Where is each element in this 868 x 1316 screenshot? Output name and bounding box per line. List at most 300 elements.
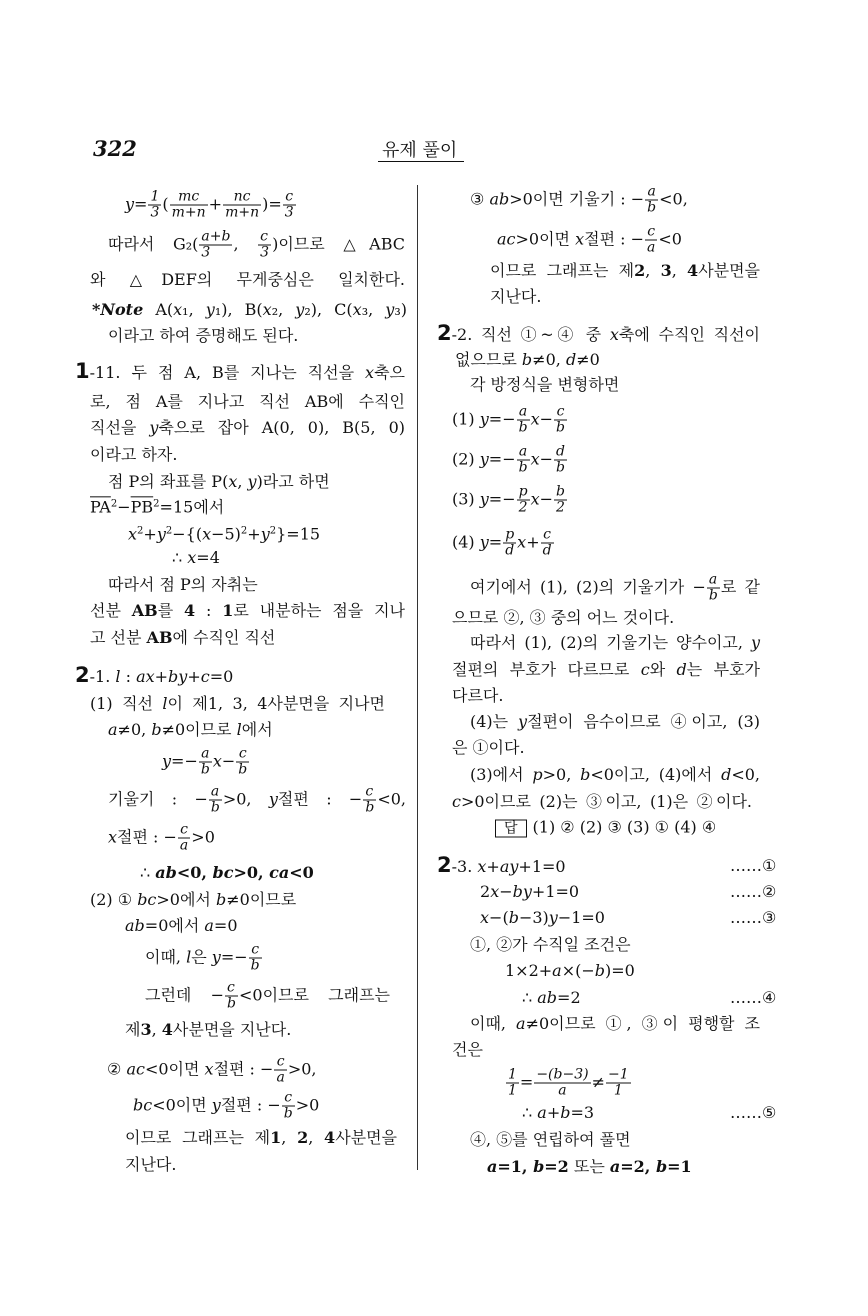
- text-run: 이때,: [470, 1014, 517, 1033]
- denominator: 3: [150, 204, 160, 221]
- math-variable: b: [580, 765, 591, 784]
- numerator: nc: [223, 190, 261, 206]
- column-divider: [417, 185, 418, 1170]
- fraction: [282, 1091, 295, 1122]
- bold-text: AB: [131, 601, 158, 620]
- fraction: [148, 190, 161, 221]
- text-run: 에서: [241, 720, 273, 739]
- math-variable: x: [202, 524, 212, 544]
- math-variable: b: [151, 720, 162, 739]
- bold-text: 4: [184, 601, 196, 620]
- denominator: 1: [613, 1082, 623, 1099]
- text-run: (1) ② (2) ③ (3) ① (4) ④: [532, 817, 717, 837]
- superscript: 2: [269, 525, 277, 537]
- text-run: (4): [452, 532, 480, 552]
- left-column-line: [90, 628, 275, 648]
- text-run: (3)에서: [470, 765, 533, 784]
- text-run: ∴: [140, 863, 156, 882]
- fraction: [503, 528, 516, 559]
- bold-text: 2: [634, 261, 646, 280]
- right-column-line: [470, 712, 760, 732]
- right-column-line: [452, 1040, 483, 1060]
- text-run: ,: [671, 261, 688, 280]
- math-variable: y: [479, 409, 489, 429]
- text-run: )이므로 △ABC: [272, 234, 405, 254]
- numerator: p: [518, 483, 528, 500]
- math-variable: x: [530, 449, 540, 469]
- math-variable: y: [211, 1095, 221, 1115]
- text-run: −(: [489, 908, 509, 927]
- text-run: +: [486, 857, 500, 876]
- denominator: 2: [518, 499, 528, 516]
- math-variable: a: [552, 961, 562, 980]
- text-run: ,: [237, 472, 248, 491]
- text-run: 사분면을 지난다.: [172, 1020, 292, 1039]
- right-column-line: [470, 573, 760, 604]
- text-run: 축으로 잡아 A(0, 0), B(5, 0): [158, 418, 405, 437]
- text-run: 없으므로: [455, 350, 522, 369]
- text-run: ∴: [172, 548, 188, 567]
- fraction: [199, 747, 212, 778]
- math-variable: y: [162, 751, 172, 771]
- text-run: <0,: [377, 789, 406, 809]
- text-run: >0,: [287, 1059, 317, 1079]
- text-run: 따라서 (1), (2)의 기울기는 양수이고,: [470, 633, 751, 652]
- numerator: 1: [150, 188, 160, 205]
- left-column-line: [108, 785, 406, 816]
- text-run: 1×2+: [505, 961, 553, 980]
- numerator: a: [517, 405, 530, 421]
- right-column-line: [470, 935, 631, 955]
- math-variable: x: [365, 363, 375, 382]
- text-run: 각 방정식을 변형하면: [470, 375, 620, 394]
- math-variable: x: [108, 827, 118, 847]
- math-variable: ab: [537, 988, 558, 1007]
- math-variable: x: [530, 409, 540, 429]
- numerator: c: [274, 1055, 286, 1071]
- left-column-line: [145, 981, 390, 1012]
- denominator: b: [210, 799, 220, 816]
- denominator: b: [283, 1105, 293, 1122]
- text-run: :: [120, 667, 137, 686]
- denominator: a: [558, 1082, 567, 1099]
- bold-italic-text: ab: [155, 863, 177, 882]
- fraction: [645, 185, 658, 216]
- fraction: [554, 405, 567, 436]
- left-column-line: [172, 548, 220, 568]
- fraction: [363, 785, 376, 816]
- fraction: [606, 1068, 631, 1099]
- numerator: b: [556, 483, 565, 500]
- bold-text: AB: [146, 628, 173, 647]
- math-variable: x: [262, 300, 272, 319]
- denominator: b: [250, 957, 260, 974]
- fraction: [517, 485, 530, 516]
- math-variable: c: [452, 792, 461, 811]
- left-column-line: [140, 863, 314, 883]
- text-run: }=15: [276, 524, 321, 544]
- equation-tag: ……⑤: [730, 1103, 777, 1122]
- math-variable: y: [295, 300, 305, 319]
- left-column-line: [90, 890, 296, 910]
- denominator: a: [276, 1069, 285, 1086]
- math-variable: ac: [497, 229, 516, 249]
- left-column-line: [162, 747, 250, 778]
- text-run: 지난다.: [490, 287, 542, 306]
- denominator: m+n: [171, 204, 206, 221]
- numerator: c: [541, 528, 554, 544]
- text-run: −5): [211, 524, 241, 544]
- numerator: p: [505, 526, 515, 543]
- denominator: b: [365, 799, 375, 816]
- numerator: c: [282, 1091, 295, 1107]
- math-variable: ay: [499, 857, 519, 876]
- text-run: ×(−: [561, 961, 595, 980]
- left-column-line: [90, 418, 405, 438]
- problem-number: 2: [437, 321, 452, 345]
- text-run: =−: [488, 489, 516, 509]
- right-column-line: [480, 908, 605, 928]
- numerator: a: [209, 785, 222, 801]
- math-variable: b: [508, 908, 519, 927]
- bold-text: <0: [289, 863, 314, 882]
- math-variable: x: [530, 489, 540, 509]
- right-column-line: [452, 792, 752, 812]
- math-variable: y: [479, 489, 489, 509]
- text-run: +: [247, 524, 261, 544]
- text-run: 이므로 그래프는 제: [490, 261, 635, 280]
- right-column-line: [452, 608, 674, 628]
- text-run: )라고 하면: [256, 472, 330, 491]
- right-column-line: [470, 185, 688, 216]
- text-run: 따라서 G₂(: [108, 234, 199, 254]
- fraction: [534, 1068, 590, 1099]
- bold-text: =1: [667, 1157, 692, 1176]
- math-variable: y: [211, 947, 221, 967]
- text-run: (3): [452, 489, 480, 509]
- right-column-line: [452, 738, 525, 758]
- text-run: A(: [143, 300, 174, 319]
- right-column-line: [470, 375, 619, 395]
- math-variable: y: [247, 472, 257, 491]
- denominator: a: [647, 239, 656, 256]
- text-run: 축에 수직인 직선이: [618, 325, 760, 344]
- math-variable: y: [385, 300, 395, 319]
- fraction: [236, 747, 249, 778]
- fraction: [517, 405, 530, 436]
- text-run: ₁), B(: [214, 300, 263, 319]
- text-run: ,: [233, 234, 258, 254]
- left-column-line: [108, 575, 258, 595]
- text-run: =: [488, 532, 503, 552]
- math-variable: l: [162, 694, 168, 713]
- text-run: -11. 두 점 A, B를 지나는 직선을: [89, 363, 366, 382]
- fraction: [223, 190, 261, 221]
- text-run: 이라고 하여 증명해도 된다.: [108, 326, 299, 345]
- left-column-line: [133, 1091, 319, 1122]
- text-run: +: [154, 667, 169, 686]
- text-run: (1) 직선: [90, 694, 163, 713]
- title-underline: [378, 161, 464, 162]
- text-run: <0이면: [152, 1095, 212, 1115]
- answer-badge: 답: [495, 820, 527, 838]
- text-run: 그런데 −: [145, 985, 225, 1005]
- left-column-line: [125, 1020, 291, 1040]
- superscript: 2: [240, 525, 248, 537]
- math-variable: y: [479, 532, 489, 552]
- text-run: 는 부호가: [686, 660, 760, 679]
- text-run: ∴: [522, 1103, 538, 1122]
- numerator: a: [199, 747, 212, 763]
- superscript: 2: [165, 525, 173, 537]
- bold-text: 4: [161, 1020, 173, 1039]
- denominator: d: [542, 542, 552, 559]
- text-run: =15에서: [159, 497, 225, 517]
- math-variable: x: [187, 548, 197, 567]
- right-column-line: [505, 1068, 632, 1099]
- math-variable: y: [205, 300, 215, 319]
- text-run: <0이면: [144, 1059, 205, 1079]
- numerator: a: [707, 573, 720, 589]
- superscript: 2: [110, 498, 118, 510]
- math-variable: d: [565, 350, 577, 369]
- text-run: ≠0,: [117, 720, 152, 739]
- numerator: 1: [508, 1066, 517, 1083]
- math-variable: y: [479, 449, 489, 469]
- page-title: 유제 풀이: [382, 140, 458, 161]
- text-run: 건은: [452, 1040, 483, 1059]
- right-column-line: [522, 988, 581, 1008]
- fraction: [506, 1068, 519, 1099]
- fraction: [249, 943, 262, 974]
- text-run: +1=0: [531, 882, 580, 901]
- math-variable: ac: [126, 1059, 145, 1079]
- right-column-line: [490, 287, 541, 307]
- text-run: ≠0이므로: [161, 720, 237, 739]
- text-run: 또는: [568, 1157, 610, 1176]
- left-column-line: [90, 694, 385, 714]
- numerator: a: [645, 185, 658, 201]
- bold-text: 3: [140, 1020, 152, 1039]
- numerator: c: [249, 943, 262, 959]
- text-run: (2) ①: [90, 890, 138, 909]
- right-column-line: [437, 323, 760, 345]
- page-number: 322: [93, 136, 137, 161]
- left-column-line: [90, 392, 405, 412]
- left-column-line: [145, 943, 263, 974]
- numerator: mc: [170, 190, 208, 206]
- equation-tag: ……③: [730, 908, 777, 927]
- text-run: −: [221, 751, 236, 771]
- text-run: 다르다.: [452, 686, 504, 705]
- denominator: b: [227, 995, 236, 1012]
- text-run: 절편 : −: [584, 229, 645, 249]
- right-column-line: [437, 855, 566, 877]
- bold-italic-text: a: [609, 1157, 621, 1176]
- text-run: ₁,: [182, 300, 206, 319]
- denominator: 3: [201, 244, 211, 261]
- bold-text: <0,: [176, 863, 213, 882]
- math-variable: x: [228, 472, 238, 491]
- text-run: ₃): [394, 300, 407, 319]
- numerator: c: [236, 747, 249, 763]
- text-run: ≠0이므로: [226, 890, 297, 909]
- equation-tag: ……②: [730, 882, 777, 901]
- text-run: >0이므로 (2)는 ③이고, (1)은 ②이다.: [460, 792, 752, 811]
- right-column-line: [452, 528, 555, 559]
- text-run: 절편 : −: [117, 827, 177, 847]
- text-run: −1=0: [557, 908, 605, 927]
- text-run: ∴: [522, 988, 538, 1007]
- left-column-line: [108, 230, 405, 261]
- text-run: +: [208, 194, 223, 214]
- numerator: c: [645, 225, 657, 241]
- text-run: +: [546, 1103, 561, 1122]
- denominator: 1: [508, 1082, 517, 1099]
- text-run: -1.: [89, 667, 116, 686]
- text-run: 절편 : −: [213, 1059, 274, 1079]
- math-variable: b: [215, 890, 227, 909]
- right-column-line: [452, 686, 503, 706]
- fraction: [541, 528, 554, 559]
- math-variable: y: [156, 524, 166, 544]
- left-column-line: [108, 472, 330, 492]
- text-run: =−: [171, 751, 198, 771]
- text-run: =: [134, 194, 148, 214]
- math-variable: b: [521, 350, 533, 369]
- math-variable: b: [560, 1103, 571, 1122]
- fraction: [199, 230, 232, 261]
- math-variable: a: [537, 1103, 547, 1122]
- fraction: [274, 1055, 286, 1086]
- text-run: 이때,: [145, 947, 187, 967]
- right-column-line: [452, 405, 568, 436]
- text-run: ,: [151, 1020, 162, 1039]
- bold-italic-text: b: [533, 1157, 545, 1176]
- text-run: +: [143, 524, 157, 544]
- problem-number: 1: [75, 359, 90, 383]
- denominator: 2: [556, 499, 565, 516]
- text-run: ≠0: [576, 350, 600, 369]
- bold-text: 1: [270, 1128, 282, 1147]
- text-run: 은 ①이다.: [452, 738, 525, 757]
- math-variable: y: [268, 789, 278, 809]
- math-variable: x: [480, 908, 490, 927]
- text-run: 축으: [374, 363, 405, 382]
- right-column-line: [490, 261, 760, 281]
- right-column-line: [470, 1014, 760, 1034]
- text-run: (: [162, 194, 169, 214]
- text-run: ≠0이므로 ①, ③이 평행할 조: [525, 1014, 760, 1033]
- text-run: >0에서: [156, 890, 216, 909]
- text-run: −: [499, 882, 513, 901]
- math-variable: l: [115, 667, 121, 686]
- text-run: =3: [570, 1103, 595, 1122]
- text-run: ≠0,: [532, 350, 566, 369]
- fraction: [283, 190, 296, 221]
- math-variable: b: [594, 961, 606, 980]
- right-column-line: [480, 882, 579, 902]
- math-variable: ab: [489, 189, 510, 209]
- text-run: <0이므로 그래프는: [238, 985, 390, 1005]
- equation-tag: ……④: [730, 988, 777, 1007]
- text-run: 이 제1, 3, 4사분면을 지나면: [167, 694, 385, 713]
- text-run: :: [195, 601, 223, 620]
- math-variable: c: [640, 660, 650, 679]
- math-variable: x: [477, 857, 487, 876]
- text-run: )=: [262, 194, 282, 214]
- left-column-line: [75, 361, 405, 383]
- fraction: [645, 225, 657, 256]
- text-run: 선분: [90, 601, 132, 620]
- bold-text: =2,: [620, 1157, 656, 1176]
- math-variable: x: [575, 229, 585, 249]
- bold-text: 3: [660, 261, 672, 280]
- bold-text: =1,: [497, 1157, 534, 1176]
- superscript: 2: [137, 525, 144, 537]
- text-run: >0,: [222, 789, 269, 809]
- numerator: c: [554, 405, 567, 421]
- fraction: [178, 823, 190, 854]
- text-run: −: [539, 489, 554, 509]
- text-run: +: [187, 667, 201, 686]
- segment-label: $\overline{PA}$: [90, 497, 111, 517]
- problem-number: 2: [437, 853, 452, 877]
- text-run: ₂,: [271, 300, 296, 319]
- right-column-line: [452, 445, 568, 476]
- bold-text: =2: [544, 1157, 569, 1176]
- text-run: =0: [209, 667, 234, 686]
- denominator: m+n: [225, 204, 260, 221]
- denominator: 3: [260, 244, 270, 261]
- text-run: (4)는: [470, 712, 519, 731]
- text-run: 지난다.: [125, 1155, 177, 1174]
- left-column-line: [125, 1128, 397, 1148]
- text-run: )=0: [605, 961, 635, 980]
- left-column-line: [90, 494, 224, 517]
- text-run: >0: [295, 1095, 320, 1115]
- text-run: >0: [191, 827, 215, 847]
- math-variable: x: [173, 300, 183, 319]
- bold-italic-text: Note: [100, 300, 144, 319]
- text-run: =4: [196, 548, 220, 567]
- text-run: 절편 : −: [277, 789, 363, 809]
- fraction: [209, 785, 222, 816]
- numerator: d: [556, 443, 565, 460]
- text-run: 에 수직인 직선: [172, 628, 276, 647]
- text-run: =2: [557, 988, 581, 1007]
- text-run: −3): [518, 908, 549, 927]
- bold-italic-text: bc: [212, 863, 234, 882]
- fraction: [707, 573, 720, 604]
- math-variable: by: [168, 667, 188, 686]
- math-variable: y: [548, 908, 558, 927]
- math-variable: c: [200, 667, 210, 686]
- math-variable: bc: [137, 890, 157, 909]
- math-variable: ax: [136, 667, 155, 686]
- text-run: (1): [452, 409, 480, 429]
- text-run: >0,: [542, 765, 581, 784]
- bold-text: 4: [687, 261, 699, 280]
- left-column-line: [125, 1155, 176, 1175]
- math-variable: l: [186, 947, 192, 967]
- numerator: −1: [608, 1066, 629, 1083]
- text-run: 기울기 : −: [108, 789, 208, 809]
- text-run: 를: [157, 601, 185, 620]
- text-run: <0이고, (4)에서: [590, 765, 722, 784]
- right-column-line: [522, 1103, 594, 1123]
- bold-italic-text: ca: [269, 863, 290, 882]
